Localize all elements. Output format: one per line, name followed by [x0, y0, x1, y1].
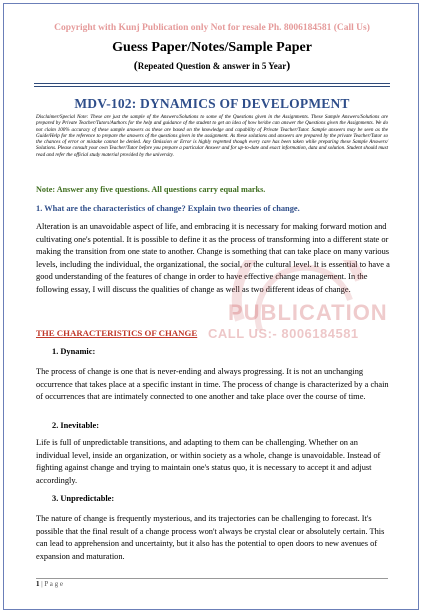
- item-text-dynamic: The process of change is one that is never-ending and always progressing. It is not an unchanging occurrence that takes place at a specific instant in time. The process of change is characterized by a chain of occurrences that are intimately connected to one another and take place over the course of time.: [36, 367, 389, 402]
- intro-paragraph: Alteration is an unavoidable aspect of life, and embracing it is necessary for making forward motion and cultivating one's potential. It is possible to define it as the process of transforming into a different state or making the transition from one state to another. Change is something that can take place on many various levels, including the individual, the organizational, the social, or the cultural level. It is essential to have a good understanding of the features of change in order to have effective change management. In the following essay, I will discuss the qualities of change as well as two different ideas of change.: [36, 222, 390, 294]
- exam-note: Note: Answer any five questions. All questions carry equal marks.: [36, 185, 266, 194]
- watermark-publication: PUBLICATION: [228, 300, 388, 325]
- subtitle-open-paren: (: [133, 58, 138, 72]
- page-subtitle: [0, 58, 424, 73]
- subtitle-close-paren: ): [286, 58, 291, 72]
- page-title: Guess Paper/Notes/Sample Paper: [112, 40, 312, 55]
- item-heading-inevitable: 2. Inevitable:: [52, 421, 99, 430]
- header-divider: [34, 83, 390, 84]
- item-text-unpredictable: The nature of change is frequently mysterious, and its trajectories can be challenging to forecast. It's possible that the final result of a change process won't always be crystal clear or absolutely certain. This can lead to apprehension and uncertainty, but it also has the potential to open doors to new avenues of expansion and maturation.: [36, 514, 385, 561]
- question-1: 1. What are the characteristics of change? Explain two theories of change.: [36, 204, 300, 213]
- item-heading-unpredictable: 3. Unpredictable:: [52, 494, 115, 503]
- item-heading-dynamic: 1. Dynamic:: [52, 347, 96, 356]
- page-label: | P a g e: [39, 580, 63, 588]
- watermark-phone: CALL US:- 8006184581: [208, 326, 359, 341]
- section-heading: THE CHARACTERISTICS OF CHANGE: [36, 328, 198, 338]
- page-footer: [36, 580, 63, 588]
- item-text-inevitable: Life is full of unpredictable transitions, and adapting to them can be challenging. Whether on an individual level, inside an organization, or within society as a whole, change is unavoidable. Instead of fighting against change and trying to maintain one's status quo, it is necessary to accept it and adjust accordingly.: [36, 438, 381, 485]
- copyright-notice: Copyright with Kunj Publication only Not for resale Ph. 8006184581 (Call Us): [54, 23, 370, 33]
- subtitle-text: Repeated Question & answer in 5 Year: [137, 61, 287, 71]
- header-divider-2: [34, 86, 390, 87]
- footer-divider: [36, 578, 388, 579]
- disclaimer-text: Disclaimer/Special Note: These are just the sample of the Answers/Solutions to some of the Questions given in the Assignments. These Sample Answers/Solutions are prepared by Private Teacher/Tutors/Authors for the help and guidance of the student to get an idea of how he/she can answer the Questions given the Assignments. We do not claim 100% accuracy of these sample answers as these are based on the knowledge and capability of Private Teacher/Tutor. Sample answers may be seen as the Guide/Help for the reference to prepare the answers of the questions given in the assignment. As these solutions and answers are prepared by the private Teacher/Tutor so the chances of error or mistake cannot be denied. Any Omission or Error is highly regretted though every care has been taken while preparing these Sample Answers/ Solutions. Please consult your own Teacher/Tutor before you prepare a particular Answer and for up-to-date and exact information, data and solution. Student should must read and refer the official study material provided by the university.: [36, 114, 388, 158]
- page-number: 1: [36, 580, 40, 588]
- course-heading: MDV-102: DYNAMICS OF DEVELOPMENT: [74, 96, 350, 111]
